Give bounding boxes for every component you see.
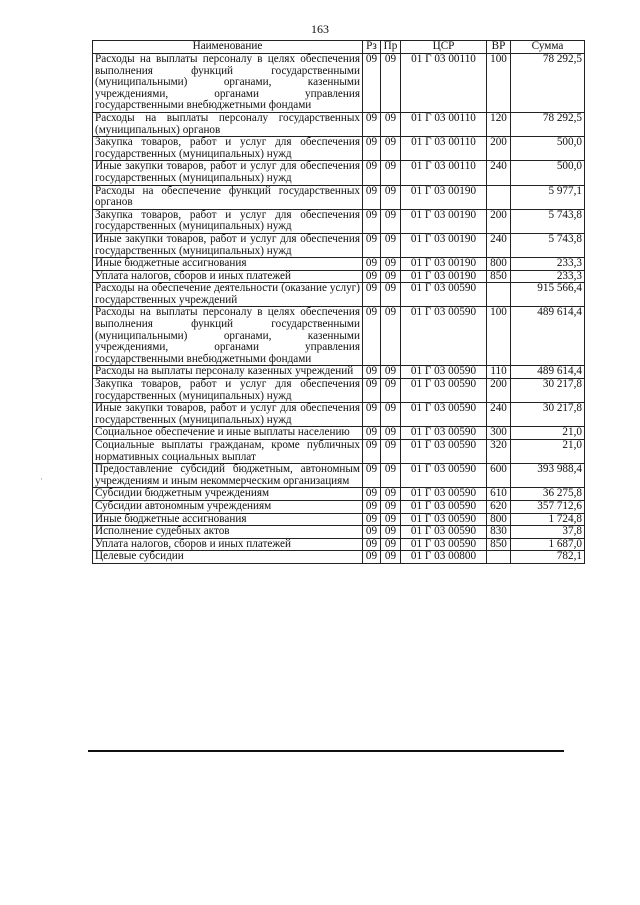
cell-vr: 120 [487, 112, 511, 136]
cell-pr: 09 [381, 283, 401, 307]
table-row [93, 137, 585, 161]
cell-rz: 09 [363, 551, 381, 564]
cell-name: Иные бюджетные ассигнования [93, 513, 363, 526]
cell-csr: 01 Г 03 00190 [401, 185, 487, 209]
cell-pr: 09 [381, 513, 401, 526]
cell-rz: 09 [363, 526, 381, 539]
cell-vr: 800 [487, 258, 511, 271]
cell-sum: 1 724,8 [511, 513, 585, 526]
table-row [93, 427, 585, 440]
cell-vr: 240 [487, 161, 511, 185]
table-row [93, 526, 585, 539]
cell-csr: 01 Г 03 00590 [401, 427, 487, 440]
cell-name: Иные закупки товаров, работ и услуг для обеспечения государственных (муниципальных) нужд [93, 233, 363, 257]
cell-sum: 233,3 [511, 270, 585, 283]
cell-vr: 110 [487, 366, 511, 379]
table-row [93, 440, 585, 464]
table-row [93, 283, 585, 307]
cell-name: Целевые субсидии [93, 551, 363, 564]
cell-rz: 09 [363, 403, 381, 427]
cell-rz: 09 [363, 440, 381, 464]
cell-name: Закупка товаров, работ и услуг для обеспечения государственных (муниципальных) нужд [93, 209, 363, 233]
cell-csr: 01 Г 03 00590 [401, 307, 487, 366]
cell-csr: 01 Г 03 00590 [401, 513, 487, 526]
table-row [93, 185, 585, 209]
cell-sum: 78 292,5 [511, 54, 585, 113]
cell-pr: 09 [381, 54, 401, 113]
cell-sum: 915 566,4 [511, 283, 585, 307]
header-rz: Рз [363, 41, 381, 54]
cell-vr: 610 [487, 488, 511, 501]
cell-name: Закупка товаров, работ и услуг для обеспечения государственных (муниципальных) нужд [93, 379, 363, 403]
cell-vr: 850 [487, 270, 511, 283]
cell-pr: 09 [381, 209, 401, 233]
cell-name: Расходы на выплаты персоналу в целях обеспечения выполнения функций государственными (муниципальными) органами, казенными учреждениями, органами управления государственными внебюджетными фондами [93, 307, 363, 366]
cell-rz: 09 [363, 185, 381, 209]
cell-rz: 09 [363, 366, 381, 379]
cell-pr: 09 [381, 464, 401, 488]
cell-pr: 09 [381, 403, 401, 427]
cell-csr: 01 Г 03 00590 [401, 500, 487, 513]
cell-csr: 01 Г 03 00590 [401, 488, 487, 501]
cell-csr: 01 Г 03 00110 [401, 54, 487, 113]
footer-rule [88, 750, 564, 752]
cell-pr: 09 [381, 551, 401, 564]
table-row [93, 161, 585, 185]
cell-pr: 09 [381, 112, 401, 136]
budget-table [92, 40, 585, 564]
cell-csr: 01 Г 03 00190 [401, 233, 487, 257]
cell-rz: 09 [363, 137, 381, 161]
table-body [93, 54, 585, 564]
cell-name: Расходы на выплаты персоналу государственных (муниципальных) органов [93, 112, 363, 136]
cell-sum: 36 275,8 [511, 488, 585, 501]
cell-csr: 01 Г 03 00110 [401, 112, 487, 136]
cell-csr: 01 Г 03 00800 [401, 551, 487, 564]
table-row [93, 464, 585, 488]
cell-pr: 09 [381, 526, 401, 539]
cell-sum: 21,0 [511, 440, 585, 464]
table-row [93, 366, 585, 379]
cell-sum: 5 743,8 [511, 209, 585, 233]
cell-vr: 850 [487, 538, 511, 551]
cell-pr: 09 [381, 161, 401, 185]
cell-rz: 09 [363, 427, 381, 440]
table-row [93, 538, 585, 551]
table-row [93, 233, 585, 257]
cell-vr: 800 [487, 513, 511, 526]
cell-sum: 30 217,8 [511, 379, 585, 403]
cell-name: Расходы на выплаты персоналу казенных учреждений [93, 366, 363, 379]
cell-csr: 01 Г 03 00110 [401, 137, 487, 161]
cell-vr: 200 [487, 379, 511, 403]
cell-name: Иные бюджетные ассигнования [93, 258, 363, 271]
table-row [93, 307, 585, 366]
cell-name: Социальное обеспечение и иные выплаты населению [93, 427, 363, 440]
cell-name: Иные закупки товаров, работ и услуг для обеспечения государственных (муниципальных) нужд [93, 161, 363, 185]
cell-vr: 300 [487, 427, 511, 440]
cell-pr: 09 [381, 500, 401, 513]
cell-name: Уплата налогов, сборов и иных платежей [93, 538, 363, 551]
cell-csr: 01 Г 03 00190 [401, 270, 487, 283]
cell-rz: 09 [363, 500, 381, 513]
cell-rz: 09 [363, 270, 381, 283]
cell-name: Предоставление субсидий бюджетным, автономным учреждениям и иным некоммерческим организациям [93, 464, 363, 488]
cell-vr: 620 [487, 500, 511, 513]
header-name: Наименование [93, 41, 363, 54]
cell-csr: 01 Г 03 00590 [401, 538, 487, 551]
cell-name: Субсидии автономным учреждениям [93, 500, 363, 513]
cell-rz: 09 [363, 513, 381, 526]
cell-sum: 489 614,4 [511, 366, 585, 379]
cell-name: Расходы на обеспечение деятельности (оказание услуг) государственных учреждений [93, 283, 363, 307]
cell-sum: 5 743,8 [511, 233, 585, 257]
cell-csr: 01 Г 03 00590 [401, 464, 487, 488]
cell-csr: 01 Г 03 00590 [401, 379, 487, 403]
cell-rz: 09 [363, 488, 381, 501]
cell-rz: 09 [363, 283, 381, 307]
header-csr: ЦСР [401, 41, 487, 54]
table-row [93, 500, 585, 513]
table-row [93, 513, 585, 526]
cell-pr: 09 [381, 379, 401, 403]
cell-sum: 489 614,4 [511, 307, 585, 366]
cell-rz: 09 [363, 112, 381, 136]
cell-sum: 233,3 [511, 258, 585, 271]
cell-sum: 30 217,8 [511, 403, 585, 427]
cell-vr: 100 [487, 54, 511, 113]
header-sum: Сумма [511, 41, 585, 54]
cell-sum: 393 988,4 [511, 464, 585, 488]
cell-sum: 78 292,5 [511, 112, 585, 136]
cell-pr: 09 [381, 307, 401, 366]
cell-rz: 09 [363, 538, 381, 551]
cell-sum: 500,0 [511, 137, 585, 161]
margin-mark: · [40, 474, 43, 484]
cell-vr [487, 551, 511, 564]
cell-vr [487, 283, 511, 307]
header-pr: Пр [381, 41, 401, 54]
page-number: 163 [311, 22, 329, 36]
table-row [93, 551, 585, 564]
cell-vr: 200 [487, 137, 511, 161]
cell-pr: 09 [381, 366, 401, 379]
cell-pr: 09 [381, 538, 401, 551]
cell-name: Субсидии бюджетным учреждениям [93, 488, 363, 501]
cell-pr: 09 [381, 258, 401, 271]
cell-name: Закупка товаров, работ и услуг для обеспечения государственных (муниципальных) нужд [93, 137, 363, 161]
cell-csr: 01 Г 03 00590 [401, 526, 487, 539]
cell-sum: 21,0 [511, 427, 585, 440]
cell-pr: 09 [381, 270, 401, 283]
cell-name: Расходы на выплаты персоналу в целях обеспечения выполнения функций государственными (муниципальными) органами, казенными учреждениями, органами управления государственными внебюджетными фондами [93, 54, 363, 113]
table-header-row [93, 41, 585, 54]
table-row [93, 258, 585, 271]
header-vr: ВР [487, 41, 511, 54]
cell-sum: 37,8 [511, 526, 585, 539]
cell-rz: 09 [363, 307, 381, 366]
cell-pr: 09 [381, 427, 401, 440]
table-row [93, 488, 585, 501]
cell-csr: 01 Г 03 00590 [401, 440, 487, 464]
cell-vr: 600 [487, 464, 511, 488]
cell-pr: 09 [381, 440, 401, 464]
cell-vr: 200 [487, 209, 511, 233]
table-row [93, 54, 585, 113]
cell-csr: 01 Г 03 00590 [401, 283, 487, 307]
cell-vr: 240 [487, 403, 511, 427]
cell-vr: 100 [487, 307, 511, 366]
cell-vr: 240 [487, 233, 511, 257]
cell-sum: 5 977,1 [511, 185, 585, 209]
cell-name: Социальные выплаты гражданам, кроме публичных нормативных социальных выплат [93, 440, 363, 464]
cell-pr: 09 [381, 185, 401, 209]
cell-sum: 1 687,0 [511, 538, 585, 551]
cell-csr: 01 Г 03 00590 [401, 366, 487, 379]
cell-csr: 01 Г 03 00590 [401, 403, 487, 427]
cell-csr: 01 Г 03 00190 [401, 258, 487, 271]
cell-vr [487, 185, 511, 209]
cell-vr: 830 [487, 526, 511, 539]
cell-pr: 09 [381, 233, 401, 257]
cell-name: Иные закупки товаров, работ и услуг для обеспечения государственных (муниципальных) нужд [93, 403, 363, 427]
cell-pr: 09 [381, 488, 401, 501]
table-row [93, 209, 585, 233]
cell-pr: 09 [381, 137, 401, 161]
cell-csr: 01 Г 03 00190 [401, 209, 487, 233]
cell-name: Уплата налогов, сборов и иных платежей [93, 270, 363, 283]
cell-rz: 09 [363, 54, 381, 113]
cell-rz: 09 [363, 464, 381, 488]
cell-sum: 782,1 [511, 551, 585, 564]
cell-vr: 320 [487, 440, 511, 464]
cell-rz: 09 [363, 233, 381, 257]
table-row [93, 403, 585, 427]
cell-name: Исполнение судебных актов [93, 526, 363, 539]
cell-csr: 01 Г 03 00110 [401, 161, 487, 185]
cell-rz: 09 [363, 379, 381, 403]
cell-name: Расходы на обеспечение функций государственных органов [93, 185, 363, 209]
table-row [93, 379, 585, 403]
table-row [93, 112, 585, 136]
cell-sum: 357 712,6 [511, 500, 585, 513]
cell-rz: 09 [363, 258, 381, 271]
cell-rz: 09 [363, 161, 381, 185]
cell-sum: 500,0 [511, 161, 585, 185]
table-row [93, 270, 585, 283]
cell-rz: 09 [363, 209, 381, 233]
